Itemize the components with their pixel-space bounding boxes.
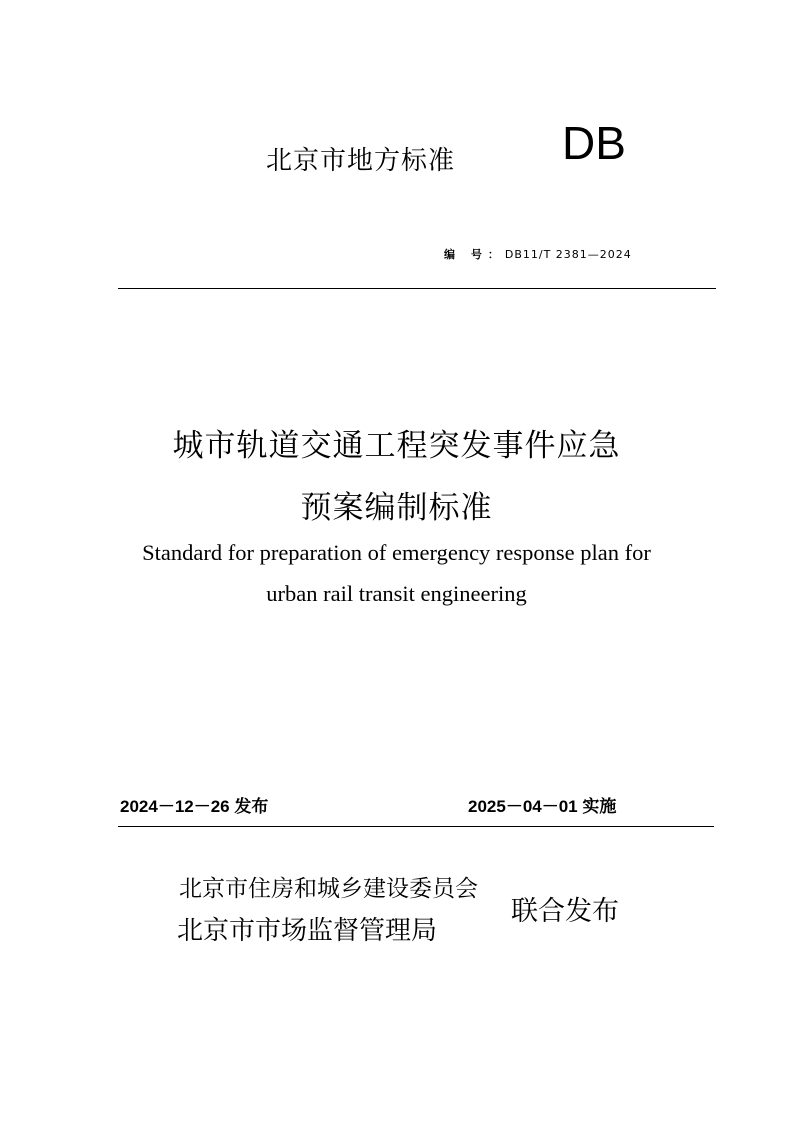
top-divider: [118, 288, 716, 289]
standard-number-label: 编 号：: [444, 248, 505, 261]
publisher-authority-2: 北京市市场监督管理局: [177, 916, 438, 946]
standard-code: DB: [562, 117, 626, 169]
standard-type: 北京市地方标准: [266, 146, 456, 176]
publisher-authority-1: 北京市住房和城乡建设委员会: [179, 876, 478, 902]
standard-number: [444, 246, 632, 262]
title-zh-line2: 预案编制标准: [300, 490, 493, 526]
title-en-line2: urban rail transit engineering: [266, 581, 527, 606]
issue-date: 2024－12－26 发布: [120, 797, 269, 816]
joint-release-label: 联合发布: [511, 896, 619, 927]
bottom-divider: [118, 826, 714, 827]
implementation-date: 2025－04－01 实施: [468, 797, 617, 816]
title-zh-line1: 城市轨道交通工程突发事件应急: [172, 428, 621, 464]
standard-number-value: DB11/T 2381—2024: [504, 248, 632, 261]
title-en-line1: Standard for preparation of emergency response plan for: [142, 540, 651, 565]
